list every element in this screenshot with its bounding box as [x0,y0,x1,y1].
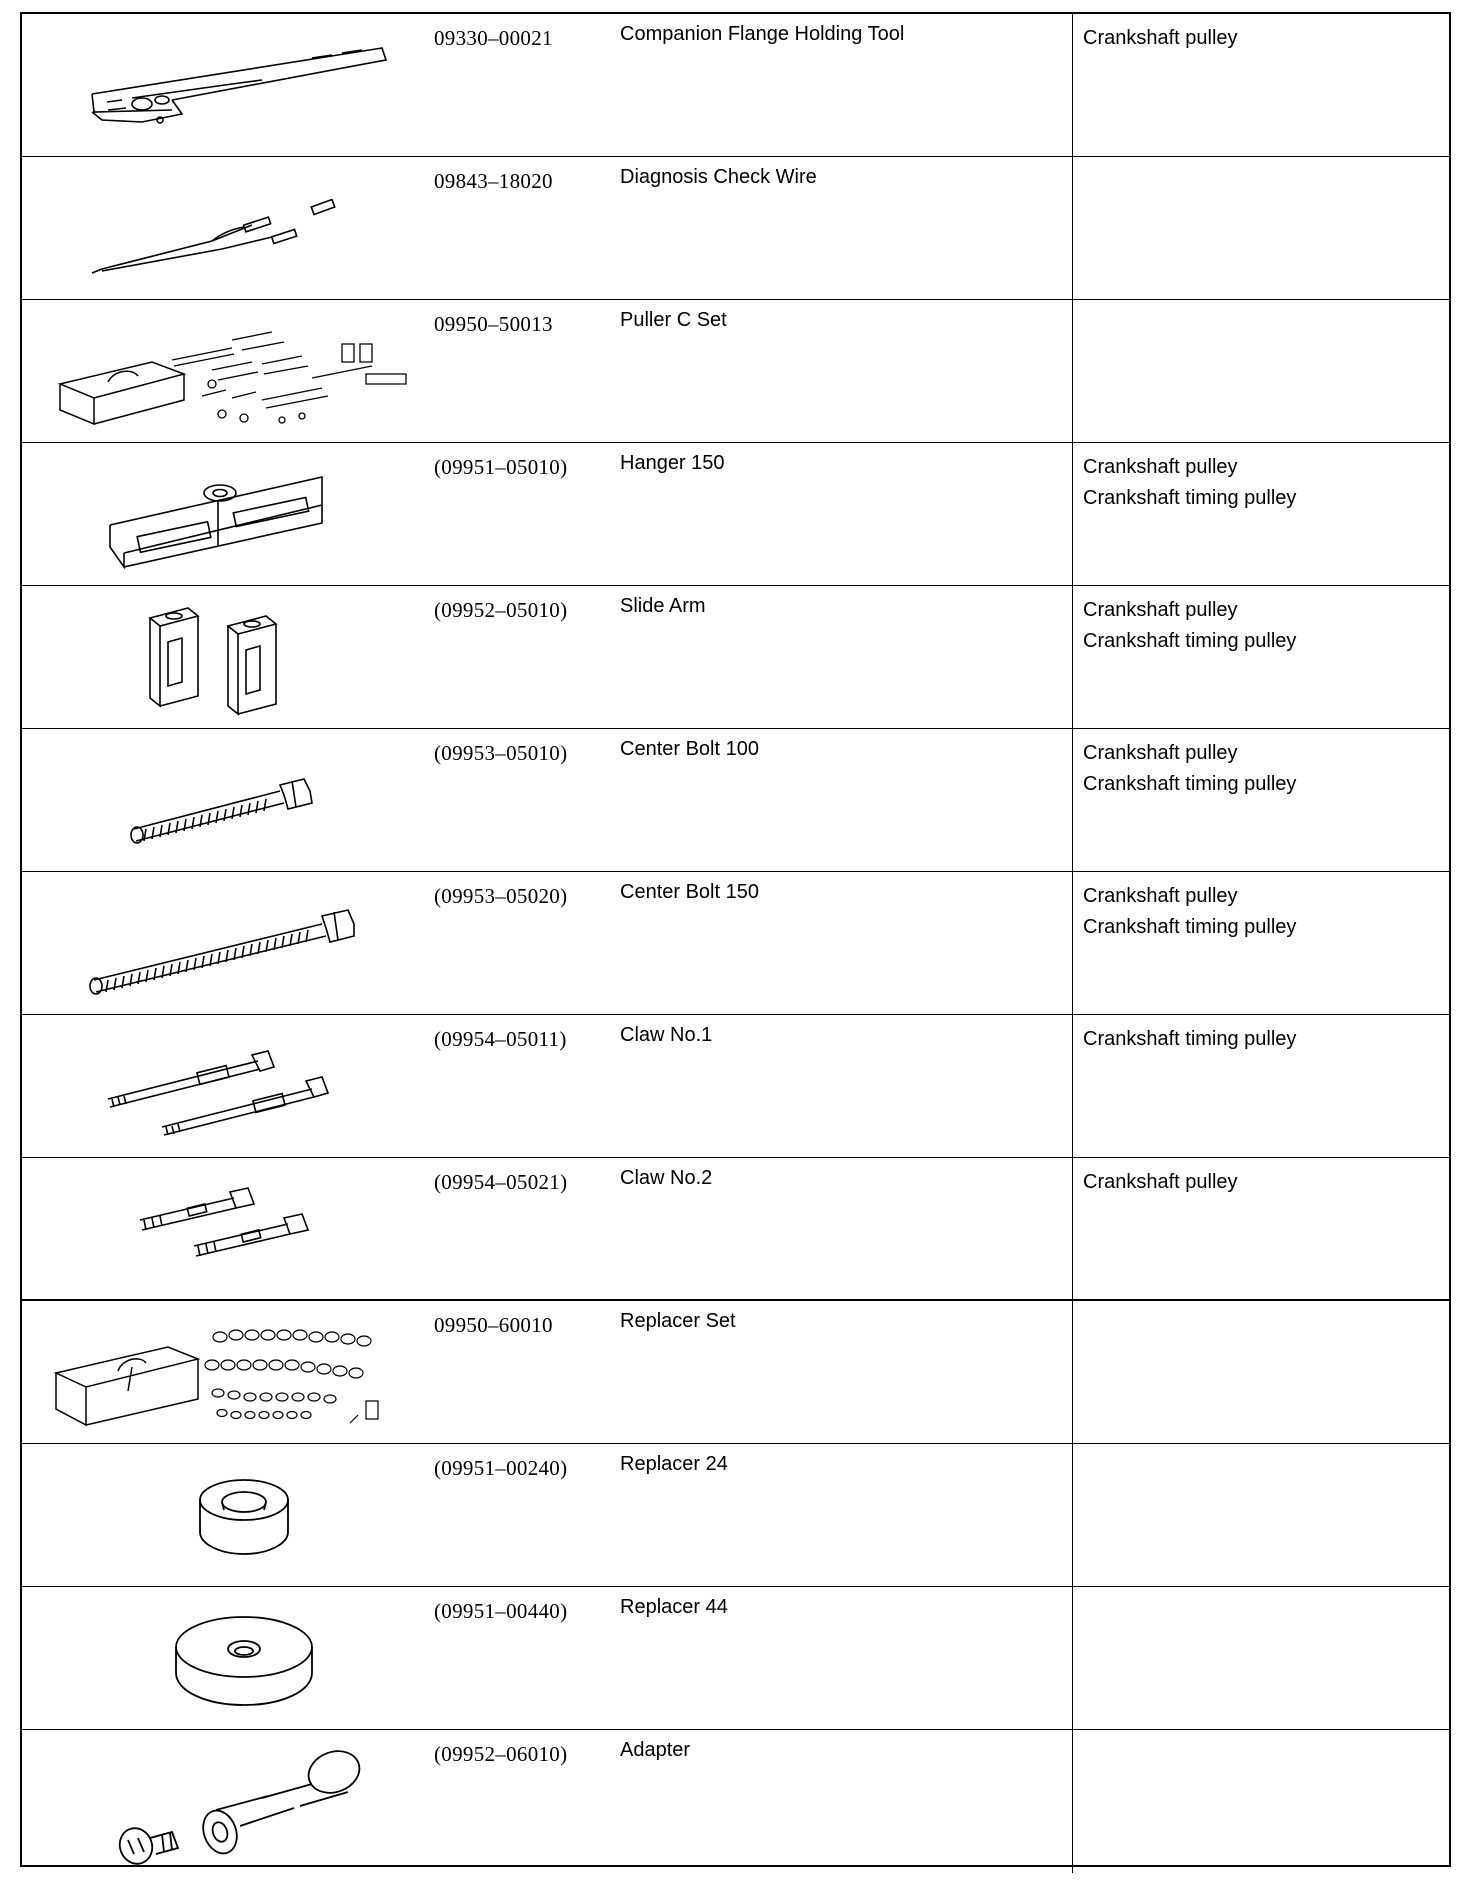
tool-name: Puller C Set [620,309,727,331]
table-row [22,586,1449,729]
usage-list [1083,1167,1443,1198]
tool-name: Center Bolt 100 [620,738,759,760]
table-row [22,1015,1449,1158]
table-row [22,1301,1449,1444]
part-number: 09330–00021 [434,26,553,50]
replacer-set-icon [22,1301,442,1443]
column-divider [1072,1730,1073,1873]
part-number: (09953–05010) [434,741,568,765]
usage-item: Crankshaft pulley [1083,599,1238,621]
usage-item: Crankshaft timing pulley [1083,773,1297,795]
table-row [22,300,1449,443]
table-row [22,1730,1449,1873]
usage-list [1083,881,1443,943]
column-divider [1072,443,1073,585]
part-number: 09843–18020 [434,169,553,193]
usage-item: Crankshaft timing pulley [1083,1028,1297,1050]
usage-item: Crankshaft pulley [1083,456,1238,478]
part-number: (09951–00440) [434,1599,568,1623]
part-number: (09952–05010) [434,598,568,622]
slide-arm-icon [22,586,442,728]
usage-list [1083,23,1443,54]
center-bolt-150-icon [22,872,442,1014]
usage-item: Crankshaft pulley [1083,27,1238,49]
column-divider [1072,300,1073,442]
table-row [22,1587,1449,1730]
tool-name: Companion Flange Holding Tool [620,23,905,45]
special-service-tools-table [20,12,1451,1867]
replacer-44-icon [22,1587,442,1729]
companion-flange-holding-tool-icon [22,14,442,156]
column-divider [1072,157,1073,299]
tool-name: Replacer Set [620,1310,736,1332]
part-number: 09950–60010 [434,1313,553,1337]
tool-name: Replacer 24 [620,1453,728,1475]
tool-name: Replacer 44 [620,1596,728,1618]
tool-name: Slide Arm [620,595,706,617]
claw-no1-icon [22,1015,442,1157]
usage-list [1083,1024,1443,1055]
usage-item: Crankshaft pulley [1083,885,1238,907]
column-divider [1072,872,1073,1014]
usage-item: Crankshaft timing pulley [1083,487,1297,509]
usage-list [1083,595,1443,657]
claw-no2-icon [22,1158,442,1300]
tool-name: Adapter [620,1739,691,1761]
part-number: (09954–05021) [434,1170,568,1194]
diagnosis-check-wire-icon [22,157,442,299]
tool-name: Claw No.2 [620,1167,713,1189]
table-row [22,729,1449,872]
part-number: (09951–05010) [434,455,568,479]
center-bolt-100-icon [22,729,442,871]
usage-item: Crankshaft timing pulley [1083,630,1297,652]
table-row [22,14,1449,157]
part-number: 09950–50013 [434,312,553,336]
usage-item: Crankshaft timing pulley [1083,916,1297,938]
usage-list [1083,452,1443,514]
table-row [22,443,1449,586]
part-number: (09953–05020) [434,884,568,908]
column-divider [1072,586,1073,728]
column-divider [1072,1158,1073,1299]
column-divider [1072,14,1073,156]
usage-list [1083,738,1443,800]
tool-name: Center Bolt 150 [620,881,759,903]
column-divider [1072,729,1073,871]
tool-name: Diagnosis Check Wire [620,166,817,188]
part-number: (09954–05011) [434,1027,567,1051]
column-divider [1072,1015,1073,1157]
tool-name: Claw No.1 [620,1024,713,1046]
adapter-icon [22,1730,442,1872]
table-row [22,157,1449,300]
hanger-icon [22,443,442,585]
part-number: (09951–00240) [434,1456,568,1480]
column-divider [1072,1444,1073,1586]
tool-name: Hanger 150 [620,452,725,474]
usage-item: Crankshaft pulley [1083,1171,1238,1193]
table-row [22,1444,1449,1587]
usage-item: Crankshaft pulley [1083,742,1238,764]
column-divider [1072,1587,1073,1729]
part-number: (09952–06010) [434,1742,568,1766]
column-divider [1072,1301,1073,1443]
table-row [22,872,1449,1015]
table-row [22,1158,1449,1301]
puller-c-set-icon [22,300,442,442]
replacer-24-icon [22,1444,442,1586]
